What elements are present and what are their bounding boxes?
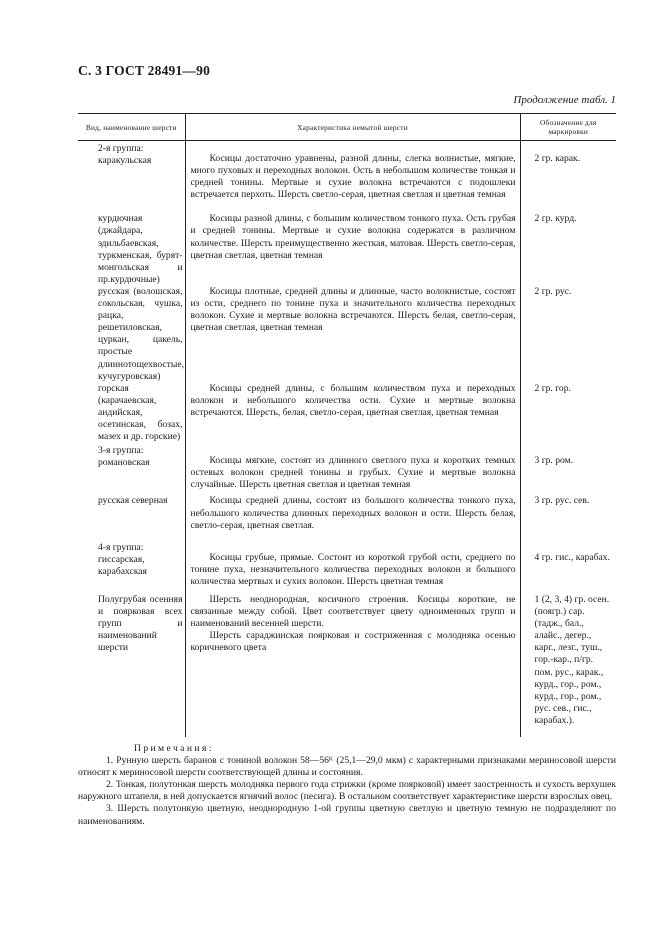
row-description-cell <box>185 443 520 495</box>
wool-description: Шерсть сараджинская поярковая и состриженная с молодняка осенью коричневого цвета <box>190 630 516 654</box>
wool-name: романовская <box>98 457 150 469</box>
column-header-marking: Обозначение для маркировки <box>520 114 616 141</box>
row-marking-cell <box>520 443 616 495</box>
marking-code: 2 гр. гор. <box>534 382 571 394</box>
marking-code: 4 гр. гис., карабах. <box>534 551 610 563</box>
marking-code: 3 гр. рус. сев. <box>534 495 590 507</box>
marking-code: 3 гр. ром. <box>534 455 574 467</box>
wool-description: Косицы грубые, прямые. Состоит из короткой грубой ости, среднего по тонине пуха, незначительного количества переходных волокон и большого количества мертвых и сухих волокон. Шерсть цветная темная <box>190 551 516 587</box>
wool-name: курдючная (джайдара, эдильбаевская, туркменская, бурят-монгольская и пр.курдючные) <box>98 213 183 285</box>
row-description-cell <box>185 383 520 443</box>
table-continuation-label: Продолжение табл. 1 <box>513 94 616 106</box>
row-marking-cell <box>520 540 616 594</box>
table-row <box>78 594 616 737</box>
wool-name: русская (волошская, сокольская, чушка, рацка, решетиловская, цуркан, цакель, простые длиннотощехвостые, кучугуровская) <box>98 285 184 382</box>
wool-description: Косицы достаточно уравнены, разной длины, слегка волнистые, мягкие, много пуховых и переходных волокон. Ость в небольшом количестве тонкая и средней тонины. Мертвые и сухие волокна встречаются с подошлеки встречается перхоть. Шерсть светло-серая, цветная светлая и цветная темная <box>190 153 516 201</box>
column-header-name: Вид, наименование шерсти <box>78 114 185 141</box>
table-row <box>78 286 616 383</box>
row-name-cell <box>78 141 185 214</box>
row-marking-cell <box>520 213 616 286</box>
wool-name: Полугрубая осенняя и поярковая всех групп и наименований шерсти <box>98 594 183 654</box>
row-description-cell <box>185 286 520 383</box>
marking-code: 1 (2, 3, 4) гр. осен. (поягр.) сар. (тадж., бал., алайс., дегер., карг., лезг., туш., гор.-кар., п/гр. пом. рус., карак., курд., гор., ром., курд., гор., ром., рус. сев., гис., карабах.). <box>534 594 610 726</box>
wool-description: Косицы разной длины, с большим количеством тонкого пуха. Ость грубая и средней тонины. Мертвые и сухие волокна содержатся в различном количестве. Шерсть преимущественно жесткая, матовая. Шерсть светло-серая, цветная светлая, цветная темная <box>190 213 516 261</box>
note-item: 1. Рунную шерсть баранов с тониной волокон 58—56ᴷ (25,1—29,0 мкм) с характерными признаками мериносовой шерсти относят к мериносовой шерсти соответствующей длины и состояния. <box>78 755 616 779</box>
group-heading: 3-я группа: <box>98 445 144 457</box>
row-description-cell <box>185 594 520 737</box>
column-header-description: Характеристика немытой шерсти <box>185 114 520 141</box>
row-marking-cell <box>520 286 616 383</box>
row-name-cell <box>78 594 185 737</box>
row-description-cell <box>185 213 520 286</box>
row-marking-cell <box>520 495 616 539</box>
table-row <box>78 495 616 539</box>
wool-name: горская (карачаевская, андийская, осетинская, бозах, мазех и др. горские) <box>98 382 183 443</box>
page-title: С. 3 ГОСТ 28491—90 <box>78 63 211 78</box>
wool-name: русская северная <box>98 495 168 507</box>
wool-name: гиссарская, карабахская <box>98 553 147 577</box>
row-marking-cell <box>520 383 616 443</box>
table-row <box>78 443 616 495</box>
row-marking-cell <box>520 594 616 737</box>
table-row <box>78 213 616 286</box>
row-name-cell <box>78 443 185 495</box>
table-row <box>78 540 616 594</box>
wool-description: Шерсть неоднородная, косичного строения. Косицы короткие, не связанные между собой. Цвет соответствует цвету одноименных групп и наименований весенней шерсти. <box>190 594 516 630</box>
group-heading: 4-я группа: <box>98 541 144 553</box>
row-marking-cell <box>520 141 616 214</box>
row-name-cell <box>78 540 185 594</box>
row-name-cell <box>78 383 185 443</box>
notes-title: Примечания: <box>134 743 214 754</box>
table-row <box>78 383 616 443</box>
row-description-cell <box>185 540 520 594</box>
note-item: 3. Шерсть полутонкую цветную, неоднородную 1-ой группы цветную светлую и цветную темную не подразделяют по наименованиям. <box>78 803 616 827</box>
group-heading: 2-я группа: <box>98 143 144 154</box>
wool-name: каракульская <box>98 155 152 167</box>
table-row <box>78 141 616 214</box>
table-header-row <box>78 114 616 141</box>
wool-description: Косицы мягкие, состоят из длинного светлого пуха и коротких темных остевых волокон средней тонины и грубых. Сухие и мертвые волокна случайные. Шерсть цветная светлая и цветная темная <box>190 455 516 491</box>
marking-code: 2 гр. рус. <box>534 285 572 297</box>
wool-characteristics-table <box>78 113 616 737</box>
marking-code: 2 гр. карак. <box>534 153 581 164</box>
row-name-cell <box>78 495 185 539</box>
row-name-cell <box>78 213 185 286</box>
marking-code: 2 гр. курд. <box>534 213 577 225</box>
row-description-cell <box>185 495 520 539</box>
row-name-cell <box>78 286 185 383</box>
row-description-cell <box>185 141 520 214</box>
note-item: 2. Тонкая, полутонкая шерсть молодняка первого года стрижки (кроме поярковой) имеет заостренность и сухость верхушек наружного штапеля, в ней допускается ягнячий волос (песига). В остальном соответствует характеристике шерсти взрослых овец. <box>78 779 616 803</box>
notes-section <box>78 743 616 828</box>
wool-description: Косицы плотные, средней длины и длинные, часто волокнистые, состоят из ости, среднего по тонине пуха и значительного количества переходных волокон. Сухие и мертвые волокна встречаются. Шерсть белая, светло-серая, цветная светлая, цветная темная <box>190 285 516 334</box>
wool-description: Косицы средней длины, состоят из большого количества тонкого пуха, небольшого количества длинных переходных волокон и ости. Шерсть белая, светло-серая, цветная светлая. <box>190 495 516 531</box>
wool-description: Косицы средней длины, с большим количеством пуха и переходных волокон и небольшого количества ости. Сухие и мертвые волокна встречаются. Шерсть, белая, светло-серая, цветная светлая, цветная темная <box>190 382 516 418</box>
